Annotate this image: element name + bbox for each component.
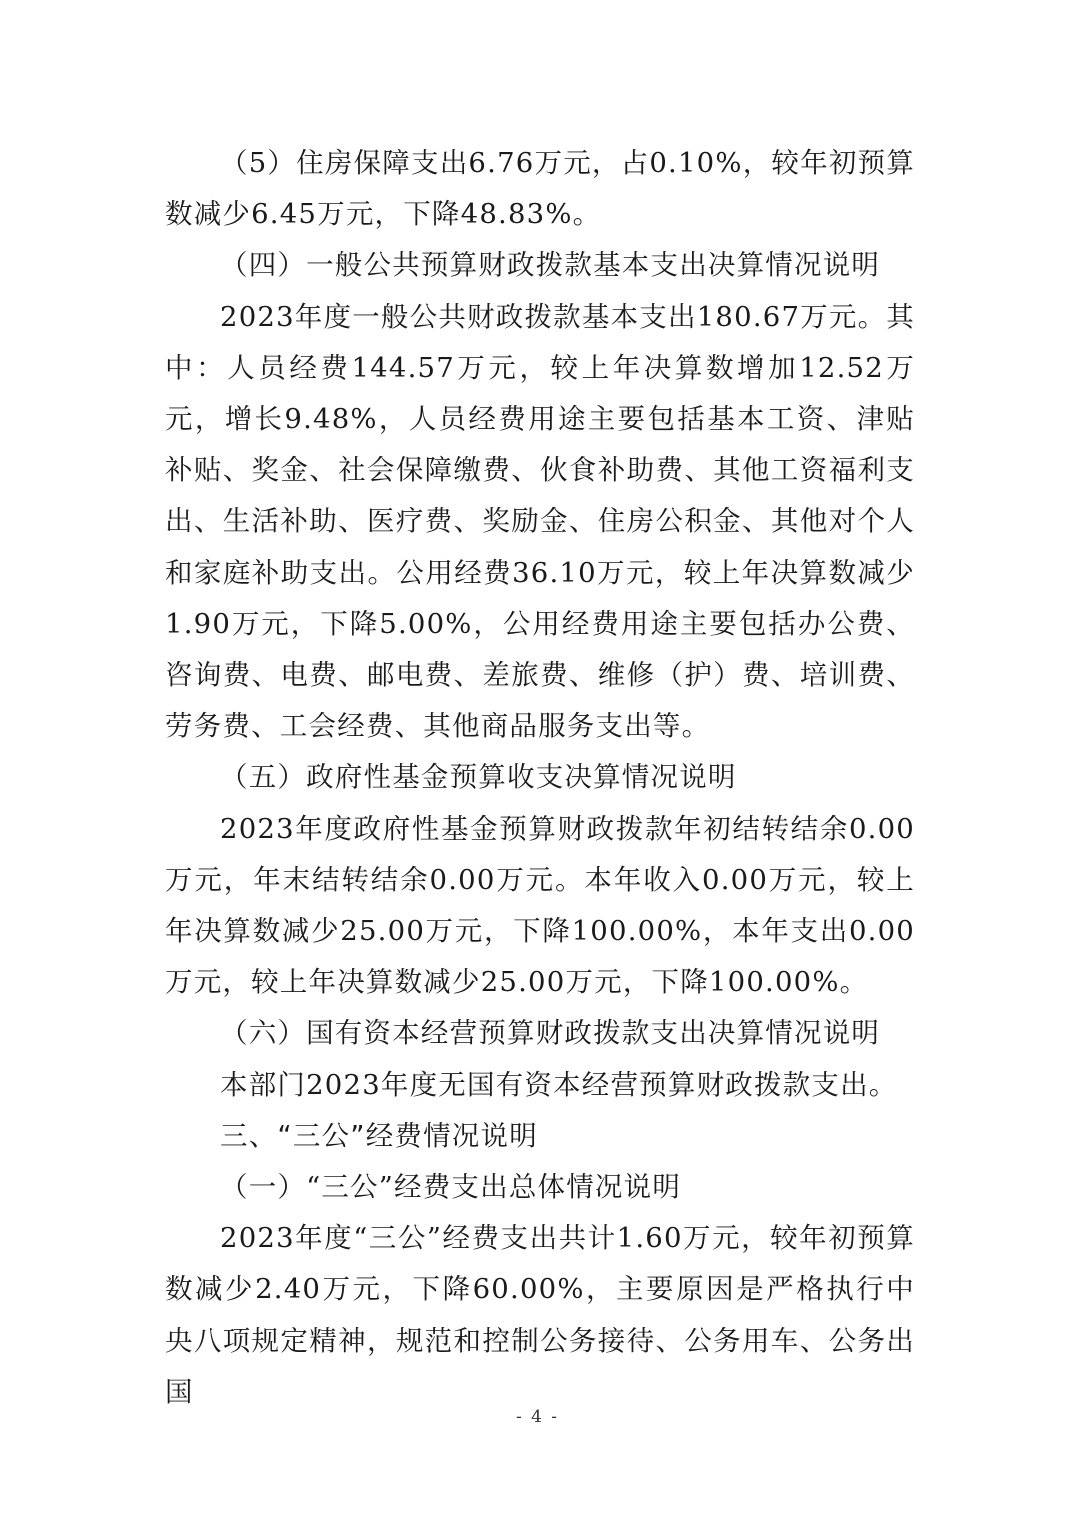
heading-government-fund: （五）政府性基金预算收支决算情况说明 — [220, 761, 737, 794]
para-three-public-overall: 2023年度“三公”经费支出共计1.60万元，较年初预算数减少2.40万元，下降60.00%，主要原因是严格执行中央八项规定精神，规范和控制公务接待、公务用车、公务出国 — [165, 1222, 915, 1408]
document-body — [165, 138, 915, 1418]
heading-state-capital: （六）国有资本经营预算财政拨款支出决算情况说明 — [220, 1017, 881, 1050]
heading-three-public-overall: （一）“三公”经费支出总体情况说明 — [220, 1171, 682, 1204]
para-basic-expenditure: 2023年度一般公共财政拨款基本支出180.67万元。其中：人员经费144.57万元，较上年决算数增加12.52万元，增长9.48%，人员经费用途主要包括基本工资、津贴补贴、奖金、社会保障缴费、伙食补助费、其他工资福利支出、生活补助、医疗费、奖励金、住房公积金、其他对个人和家庭补助支出。公用经费36.10万元，较上年决算数减少1.90万元，下降5.00%，公用经费用途主要包括办公费、咨询费、电费、邮电费、差旅费、维修（护）费、培训费、劳务费、工会经费、其他商品服务支出等。 — [165, 300, 915, 743]
para-state-capital: 本部门2023年度无国有资本经营预算财政拨款支出。 — [220, 1068, 898, 1101]
heading-basic-expenditure: （四）一般公共预算财政拨款基本支出决算情况说明 — [220, 249, 881, 282]
page-number: - 4 - — [515, 1407, 560, 1427]
heading-three-public: 三、“三公”经费情况说明 — [220, 1119, 538, 1152]
para-government-fund: 2023年度政府性基金预算财政拨款年初结转结余0.00万元，年末结转结余0.00万元。本年收入0.00万元，较上年决算数减少25.00万元，下降100.00%，本年支出0.00万元，较上年决算数减少25.00万元，下降100.00%。 — [165, 812, 915, 999]
para-housing-expenditure: （5）住房保障支出6.76万元，占0.10%，较年初预算数减少6.45万元，下降48.83%。 — [165, 147, 915, 231]
